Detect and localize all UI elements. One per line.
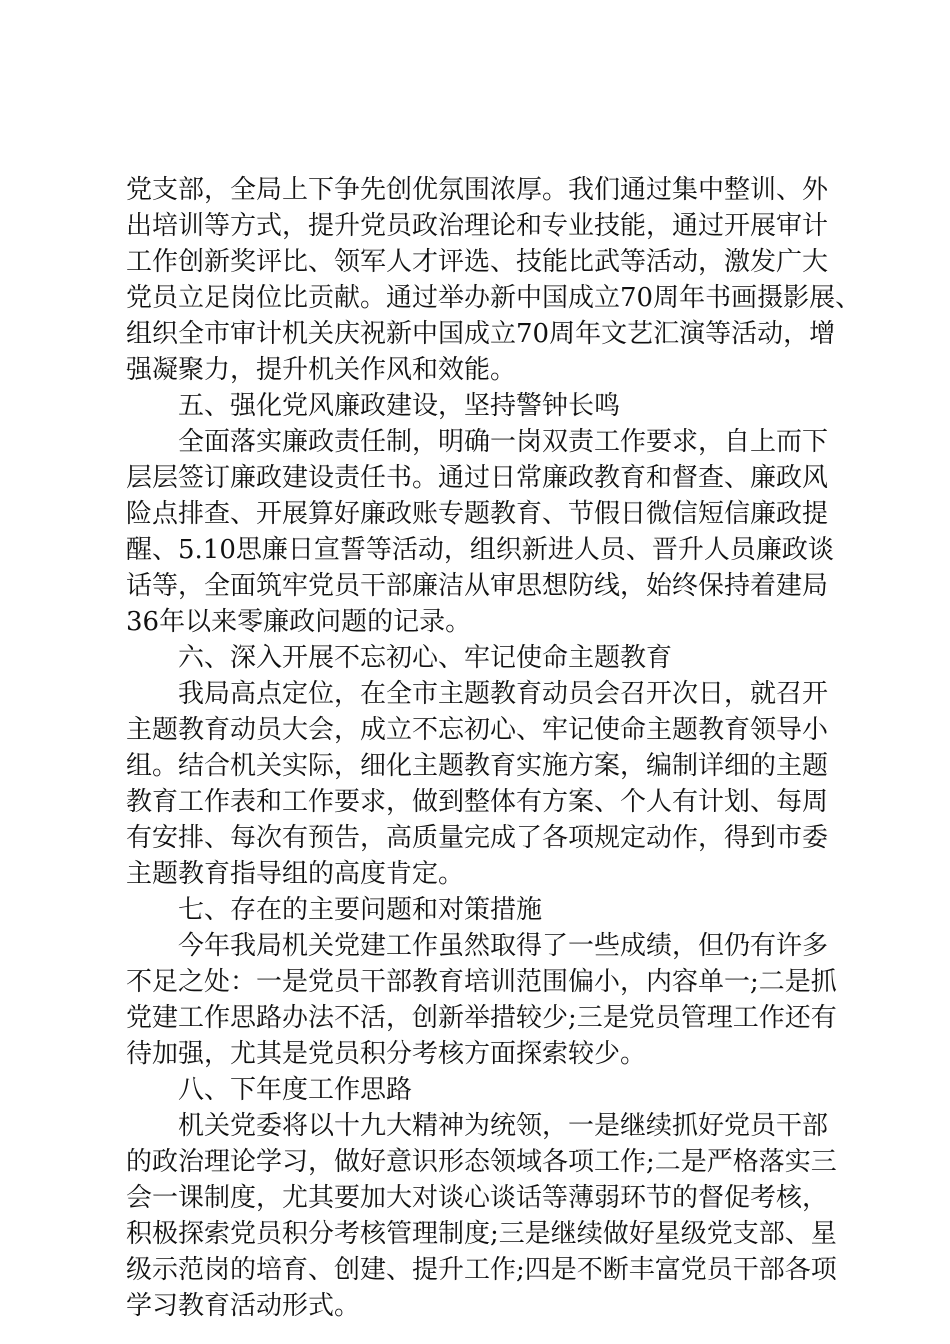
text-line: 强凝聚力，提升机关作风和效能。: [126, 355, 517, 385]
text-line: 教育工作表和工作要求，做到整体有方案、个人有计划、每周: [126, 787, 829, 817]
text-line: 党支部，全局上下争先创优氛围浓厚。我们通过集中整训、外: [126, 175, 829, 205]
text-line: 险点排查、开展算好廉政账专题教育、节假日微信短信廉政提: [126, 499, 829, 529]
text-line: 学习教育活动形式。: [126, 1291, 361, 1321]
text-line: 话等，全面筑牢党员干部廉洁从审思想防线，始终保持着建局: [126, 571, 829, 601]
text-line: 的政治理论学习，做好意识形态领域各项工作;二是严格落实三: [126, 1147, 837, 1177]
text-line: 会一课制度，尤其要加大对谈心谈话等薄弱环节的督促考核，: [126, 1183, 829, 1213]
section-heading: 七、存在的主要问题和对策措施: [178, 895, 543, 925]
text-line: 工作创新奖评比、领军人才评选、技能比武等活动，激发广大: [126, 247, 829, 277]
text-line: 待加强，尤其是党员积分考核方面探索较少。: [126, 1039, 647, 1069]
text-line: 党员立足岗位比贡献。通过举办新中国成立70周年书画摄影展、: [126, 283, 862, 313]
text-line: 机关党委将以十九大精神为统领，一是继续抓好党员干部: [178, 1111, 829, 1141]
text-line: 主题教育指导组的高度肯定。: [126, 859, 465, 889]
text-line: 我局高点定位，在全市主题教育动员会召开次日，就召开: [178, 679, 829, 709]
text-line: 组织全市审计机关庆祝新中国成立70周年文艺汇演等活动，增: [126, 319, 836, 349]
text-line: 积极探索党员积分考核管理制度;三是继续做好星级党支部、星: [126, 1219, 837, 1249]
text-line: 级示范岗的培育、创建、提升工作;四是不断丰富党员干部各项: [126, 1255, 837, 1285]
text-line: 不足之处：一是党员干部教育培训范围偏小，内容单一;二是抓: [126, 967, 837, 997]
section-heading: 六、深入开展不忘初心、牢记使命主题教育: [178, 643, 673, 673]
text-line: 有安排、每次有预告，高质量完成了各项规定动作，得到市委: [126, 823, 829, 853]
section-heading: 八、下年度工作思路: [178, 1075, 413, 1105]
text-line: 层层签订廉政建设责任书。通过日常廉政教育和督查、廉政风: [126, 463, 829, 493]
text-line: 主题教育动员大会，成立不忘初心、牢记使命主题教育领导小: [126, 715, 829, 745]
section-heading: 五、强化党风廉政建设，坚持警钟长鸣: [178, 391, 621, 421]
text-line: 党建工作思路办法不活，创新举措较少;三是党员管理工作还有: [126, 1003, 837, 1033]
text-line: 今年我局机关党建工作虽然取得了一些成绩，但仍有许多: [178, 931, 829, 961]
text-line: 组。结合机关实际，细化主题教育实施方案，编制详细的主题: [126, 751, 829, 781]
text-line: 36年以来零廉政问题的记录。: [126, 607, 472, 637]
text-line: 出培训等方式，提升党员政治理论和专业技能，通过开展审计: [126, 211, 829, 241]
text-line: 醒、5.10思廉日宣誓等活动，组织新进人员、晋升人员廉政谈: [126, 535, 834, 565]
text-line: 全面落实廉政责任制，明确一岗双责工作要求，自上而下: [178, 427, 829, 457]
